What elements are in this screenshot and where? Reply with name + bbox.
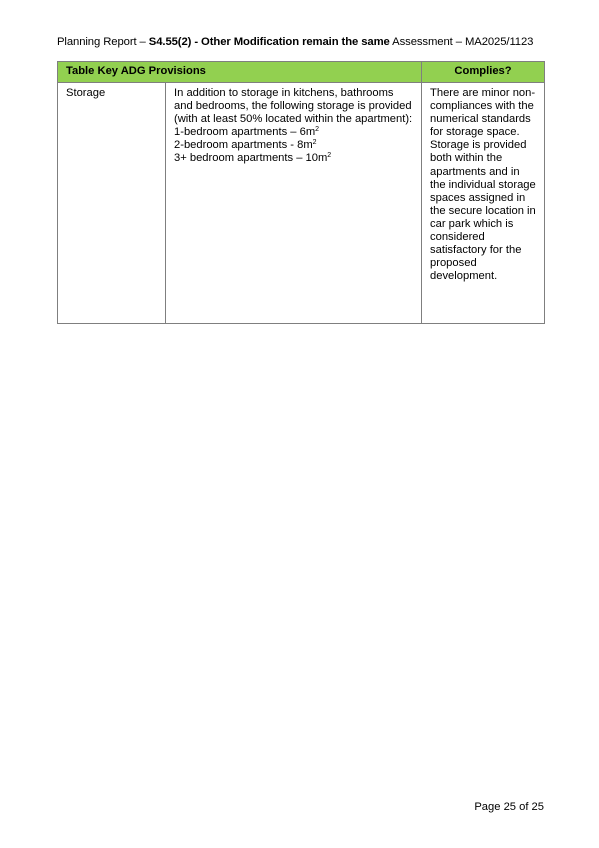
- table-row: [58, 83, 545, 324]
- requirement-sup: 2: [327, 152, 332, 160]
- requirement-line: [174, 152, 413, 165]
- page-number: Page 25 of 25: [474, 801, 544, 813]
- requirement-sup: 2: [315, 126, 320, 134]
- requirement-line: [174, 126, 413, 139]
- complies-text: There are minor non-compliances with the numerical standards for storage space. Storage is provided both within the apartments and in the individual storage spaces assigned in the secure location in car park which is considered satisfactory for the proposed development.: [430, 87, 536, 283]
- requirement-text: 3+ bedroom apartments – 10m: [174, 152, 328, 165]
- provision-cell: [58, 83, 166, 324]
- table-header-row: [58, 62, 545, 83]
- header-suffix: Assessment – MA2025/1123: [389, 36, 534, 48]
- requirement-line: [174, 139, 413, 152]
- requirement-text: 1-bedroom apartments – 6m: [174, 126, 316, 139]
- adg-provisions-table: [57, 61, 545, 324]
- page-header: [57, 36, 533, 48]
- complies-cell: [422, 83, 545, 324]
- requirement-intro: In addition to storage in kitchens, bathrooms and bedrooms, the following storage is provided (with at least 50% located within the apartment):: [174, 87, 413, 126]
- requirement-text: 2-bedroom apartments - 8m: [174, 139, 313, 152]
- requirement-sup: 2: [312, 139, 317, 147]
- header-prefix: Planning Report –: [57, 36, 149, 48]
- header-complies: Complies?: [422, 62, 545, 83]
- header-provisions: Table Key ADG Provisions: [58, 62, 422, 83]
- requirement-cell: [166, 83, 422, 324]
- provision-name: Storage: [66, 87, 106, 99]
- header-title: S4.55(2) - Other Modification remain the same: [148, 36, 390, 48]
